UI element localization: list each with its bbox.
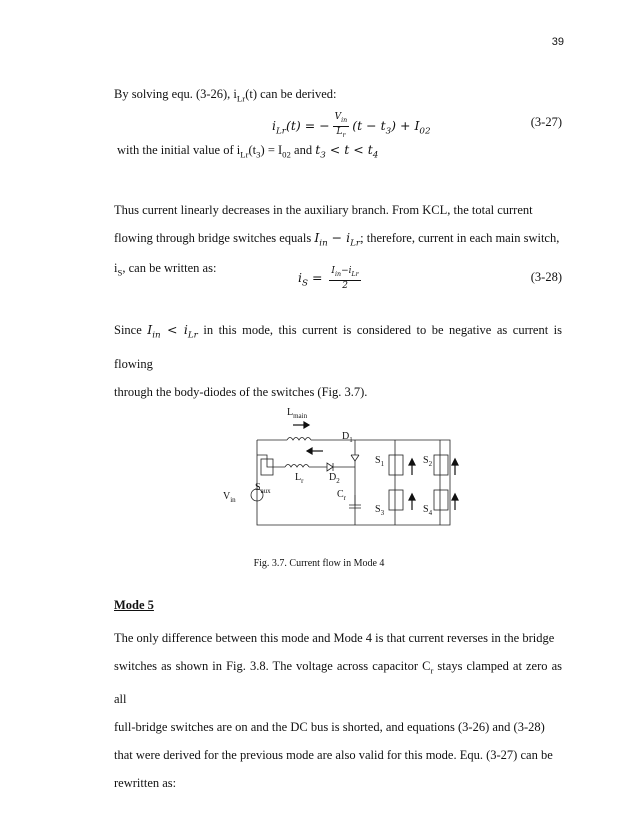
label-s2: $S_2$ <box>423 455 433 468</box>
label-saux: $S_{aux}$ <box>255 482 271 495</box>
label-cr: $C_r$ <box>337 489 347 502</box>
inductor-lr <box>285 465 309 468</box>
label-lr: $L_r$ <box>295 472 304 485</box>
paragraph-2: Thus current linearly decreases in the auxiliary branch. From KCL, the total current flowing through bridge switches equals $I_{in} - i_{Lr}$; therefore, current in each main switch, $i_S$, can be written as: <box>114 203 560 277</box>
label-s3: $S_3$ <box>375 504 385 517</box>
diode-d2 <box>327 463 333 471</box>
figure-caption: Fig. 3.7. Current flow in Mode 4 <box>253 558 385 569</box>
paragraph-3: Since $I_{in} < i_{Lr}$ in this mode, this current is considered to be negative as current is flowing through the body-diodes of the switches (Fig. 3.7). <box>114 322 563 399</box>
initial-value-line: with the initial value of $i_{Lr}(t_3) = I_{02}$ and $t_3 < t < t_4$ <box>117 142 379 161</box>
label-lmain: $L_{main}$ <box>287 407 308 420</box>
label-vin: $V_{in}$ <box>223 491 236 504</box>
wire-outer <box>257 440 450 525</box>
label-d1: $D_1$ <box>342 431 353 444</box>
circuit-diagram <box>215 395 475 545</box>
paragraph-4: The only difference between this mode and Mode 4 is that current reverses in the bridge switches as shown in Fig. 3.8. The voltage across capacitor $C_r$ stays clamped at zero as all full-bridge switches are on and the DC bus is shorted, and equations (3-26) and (3-28) that were derived for the previous mode are also valid for this mode. Equ. (3-27) can be rewritten as: <box>114 631 562 790</box>
page-number: 39 <box>551 36 564 48</box>
label-s4: $S_4$ <box>423 504 433 517</box>
equation-number-3-28: (3-28) <box>530 270 562 284</box>
label-s1: $S_1$ <box>375 455 385 468</box>
equation-number-3-27: (3-27) <box>530 115 562 129</box>
switch-s3 <box>389 490 403 510</box>
label-d2: $D_2$ <box>329 472 340 485</box>
switch-s2 <box>434 455 448 475</box>
diode-d1 <box>351 455 359 461</box>
section-heading: Mode 5 <box>114 598 154 612</box>
equation-3-27: $i_{Lr}(t)$ = − $\frac{V_{in}}{L_r}$ $(t - t_3) + I_{02}$ <box>272 112 431 139</box>
switch-s1 <box>389 455 403 475</box>
switch-s4 <box>434 490 448 510</box>
inductor-lmain <box>287 438 311 441</box>
equation-3-28: $i_S$ = $\frac{I_{in}-i_{Lr}}{2}$ <box>298 266 359 291</box>
fraction: $\frac{I_{in}-i_{Lr}}{2}$ <box>331 266 359 291</box>
paragraph-1: By solving equ. (3-26), $i_{Lr}(t)$ can be derived: <box>114 87 337 104</box>
fraction: $\frac{V_{in}}{L_r}$ <box>334 112 348 139</box>
